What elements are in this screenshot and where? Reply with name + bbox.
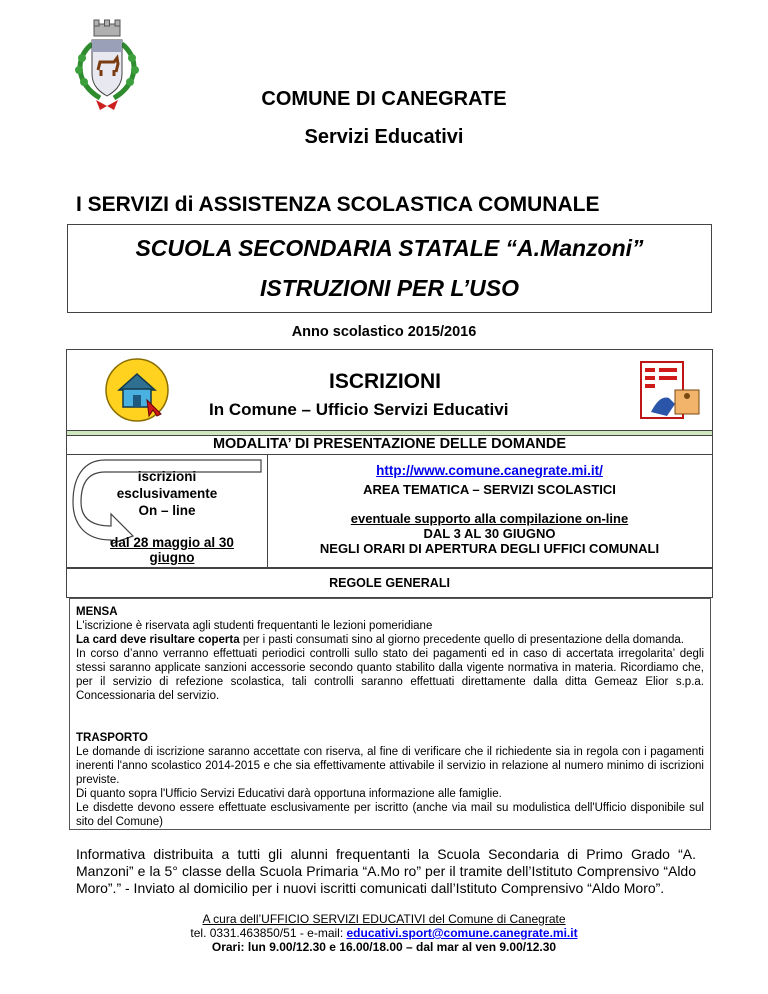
regole-content-box xyxy=(69,598,711,830)
modalita-panel xyxy=(66,435,713,568)
support-dates: DAL 3 AL 30 GIUGNO xyxy=(423,526,556,541)
org-name: COMUNE DI CANEGRATE xyxy=(261,88,507,110)
mensa-bold: La card deve risultare coperta xyxy=(76,634,240,646)
footer-line-2 xyxy=(0,926,768,940)
mensa-text-3: In corso d’anno verranno effettuati periodici controlli sullo stato dei pagamenti ed in caso di accertata irregolarita’ degli stessi saranno applicate sanzioni accessorie secondo quanto stabilito dalla vigente normativa in materia. Ricordiamo che, per il servizio di refezione scolastica, tali controlli saranno effettuati direttamente dalla ditta Gemeaz Elior s.p.a. Concessionaria del servizio. xyxy=(76,648,704,702)
page-title: I SERVIZI di ASSISTENZA SCOLASTICA COMUNALE xyxy=(76,193,600,216)
modalita-heading: MODALITA’ DI PRESENTAZIONE DELLE DOMANDE xyxy=(212,436,567,452)
modalita-right-column xyxy=(267,462,712,556)
regole-header-box xyxy=(66,568,713,598)
email-link[interactable]: educativi.sport@comune.canegrate.mi.it xyxy=(346,926,578,940)
area-tematica: AREA TEMATICA – SERVIZI SCOLASTICI xyxy=(363,482,616,497)
mensa-text-2b: per i pasti consumati sino al giorno precedente quello di presentazione della domanda. xyxy=(239,634,684,646)
label-line-2: esclusivamente xyxy=(116,486,218,501)
trasporto-text-2: Di quanto sopra l'Ufficio Servizi Educativi darà opportuna informazione alle famiglie. xyxy=(76,788,502,800)
iscrizioni-panel xyxy=(66,349,713,431)
comune-website-link[interactable]: http://www.comune.canegrate.mi.it/ xyxy=(376,463,603,478)
instructions-title: ISTRUZIONI PER L’USO xyxy=(260,275,519,301)
mensa-text-1: L'iscrizione è riservata agli studenti frequentanti le lezioni pomeridiane xyxy=(76,620,433,632)
iscrizioni-heading: ISCRIZIONI xyxy=(329,370,442,393)
heading-divider xyxy=(67,454,712,455)
support-title: eventuale supporto alla compilazione on-line xyxy=(350,511,629,526)
trasporto-text-1: Le domande di iscrizione saranno accettate con riserva, al fine di verificare che il richiedente sia in regola con i pagamenti inerenti l'anno scolastico 2014-2015 e che sia effettivamente attivabile il servizio in relazione al numero minimo di iscrizioni previste. xyxy=(76,746,704,786)
iscrizioni-online-label xyxy=(97,468,237,519)
footer-hours: Orari: lun 9.00/12.30 e 16.00/18.00 – dal mar al ven 9.00/12.30 xyxy=(211,940,557,954)
iscrizioni-subheading: In Comune – Ufficio Servizi Educativi xyxy=(209,400,509,419)
label-line-1: iscrizioni xyxy=(137,469,197,484)
support-hours: NEGLI ORARI DI APERTURA DEGLI UFFICI COMUNALI xyxy=(319,541,660,556)
department-name: Servizi Educativi xyxy=(304,126,464,148)
school-name: SCUOLA SECONDARIA STATALE “A.Manzoni” xyxy=(135,235,644,261)
house-icon xyxy=(103,356,173,426)
trasporto-title: TRASPORTO xyxy=(76,732,148,744)
trasporto-section xyxy=(76,731,704,829)
school-year: Anno scolastico 2015/2016 xyxy=(291,324,477,340)
footer-tel: tel. 0331.463850/51 - e-mail: xyxy=(190,926,347,940)
mensa-section xyxy=(76,605,704,703)
regole-heading: REGOLE GENERALI xyxy=(329,576,450,590)
mensa-title: MENSA xyxy=(76,606,118,618)
footer xyxy=(0,912,768,954)
informativa-text: Informativa distribuita a tutti gli alunni frequentanti la Scuola Secondaria di Primo Grado “A. Manzoni” e la 5° classe della Scuola Primaria “A.Mo ro” per il tramite dell’Istituto Comprensivo “Aldo Moro”.” - Inviato al domicilio per i nuovi iscritti comunicati dall’Istituto Comprensivo “Aldo Moro”. xyxy=(76,846,696,896)
form-icon xyxy=(639,360,701,424)
footer-line-1: A cura dell’UFFICIO SERVIZI EDUCATIVI del Comune di Canegrate xyxy=(202,912,566,926)
mensa-text-2 xyxy=(76,633,704,647)
trasporto-text-3: Le disdette devono essere effettuate esclusivamente per iscritto (anche via mail su modulistica dell'Ufficio disponibile sul sito del Comune) xyxy=(76,802,704,828)
label-line-3: On – line xyxy=(138,503,196,518)
school-title-box xyxy=(67,224,712,313)
registration-dates: dal 28 maggio al 30 giugno xyxy=(110,535,234,565)
